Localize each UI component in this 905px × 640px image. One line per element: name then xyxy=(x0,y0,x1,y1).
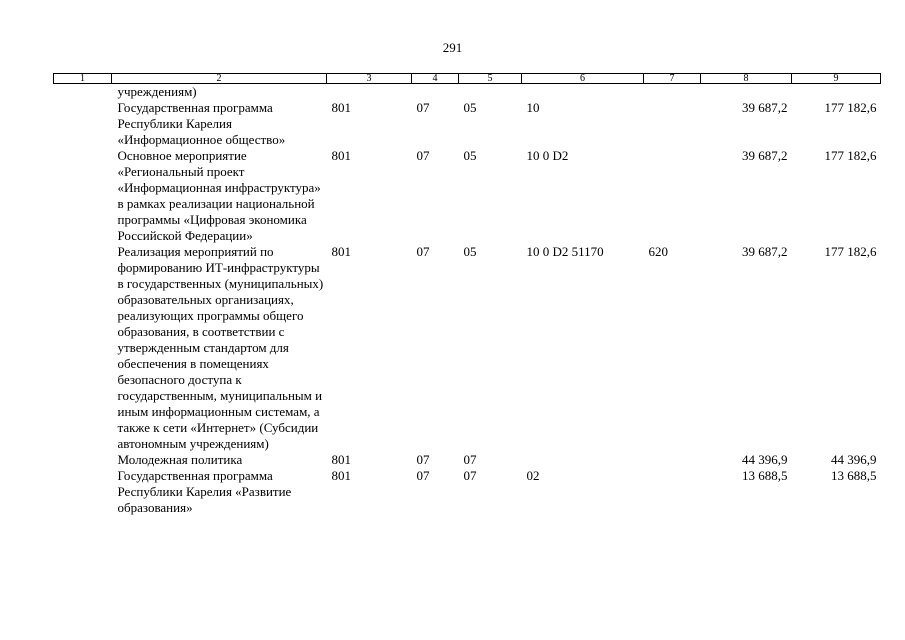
row-amount-1: 13 688,5 xyxy=(742,468,788,483)
row-name: Государственная программа Республики Карелия «Информационное общество» xyxy=(117,100,286,147)
row-rz: 07 xyxy=(416,468,430,483)
header-col-6: 6 xyxy=(522,74,644,84)
row-pr: 05 xyxy=(463,100,477,115)
row-pr: 05 xyxy=(463,148,477,163)
header-col-8: 8 xyxy=(701,74,792,84)
budget-table xyxy=(53,73,881,516)
row-pr: 07 xyxy=(463,452,477,467)
row-amount-1: 44 396,9 xyxy=(742,452,788,467)
row-vr xyxy=(644,84,701,101)
row-vr xyxy=(644,148,701,244)
row-grbs: 801 xyxy=(331,468,351,483)
row-number xyxy=(54,244,112,452)
header-col-9: 9 xyxy=(792,74,881,84)
header-col-1: 1 xyxy=(54,74,112,84)
row-rz xyxy=(412,84,459,101)
row-amount-2: 177 182,6 xyxy=(824,244,877,259)
row-name: Государственная программа Республики Карелия «Развитие образования» xyxy=(117,468,292,515)
table-row xyxy=(54,468,881,516)
row-vr xyxy=(644,468,701,516)
header-col-5: 5 xyxy=(459,74,522,84)
row-csr: 02 xyxy=(526,468,540,483)
row-amount-2: 44 396,9 xyxy=(831,452,877,467)
row-csr: 10 0 D2 xyxy=(526,148,569,163)
row-rz: 07 xyxy=(416,244,430,259)
table-header xyxy=(54,74,881,84)
header-col-3: 3 xyxy=(327,74,412,84)
row-grbs: 801 xyxy=(331,244,351,259)
row-name: Молодежная политика xyxy=(117,452,243,467)
row-vr: 620 xyxy=(648,244,668,259)
row-amount-2: 13 688,5 xyxy=(831,468,877,483)
row-name: Основное мероприятие «Региональный проект «Информационная инфраструктура» в рамках реализации национальной программы «Цифровая экономика Российской Федерации» xyxy=(117,148,321,243)
row-rz: 07 xyxy=(416,452,430,467)
header-col-7: 7 xyxy=(644,74,701,84)
header-row xyxy=(54,74,881,84)
row-pr xyxy=(459,84,522,101)
row-vr xyxy=(644,100,701,148)
table-body xyxy=(54,84,881,517)
row-amount-2 xyxy=(792,84,881,101)
header-col-4: 4 xyxy=(412,74,459,84)
row-name: учреждениям) xyxy=(117,84,197,99)
row-grbs xyxy=(327,84,412,101)
row-amount-1: 39 687,2 xyxy=(742,244,788,259)
row-grbs: 801 xyxy=(331,100,351,115)
row-amount-1: 39 687,2 xyxy=(742,100,788,115)
row-amount-1 xyxy=(701,84,792,101)
row-pr: 07 xyxy=(463,468,477,483)
row-csr: 10 0 D2 51170 xyxy=(526,244,604,259)
row-csr xyxy=(522,84,644,101)
row-rz: 07 xyxy=(416,148,430,163)
row-number xyxy=(54,100,112,148)
row-number xyxy=(54,468,112,516)
row-number xyxy=(54,148,112,244)
row-grbs: 801 xyxy=(331,148,351,163)
table-row xyxy=(54,244,881,452)
table-row xyxy=(54,100,881,148)
table-row xyxy=(54,84,881,101)
row-rz: 07 xyxy=(416,100,430,115)
header-col-2: 2 xyxy=(112,74,327,84)
row-amount-2: 177 182,6 xyxy=(824,100,877,115)
table-row xyxy=(54,452,881,468)
page-number: 291 xyxy=(442,40,463,55)
row-amount-2: 177 182,6 xyxy=(824,148,877,163)
row-amount-1: 39 687,2 xyxy=(742,148,788,163)
row-pr: 05 xyxy=(463,244,477,259)
row-csr: 10 xyxy=(526,100,540,115)
row-number xyxy=(54,452,112,468)
row-csr xyxy=(522,452,644,468)
row-name: Реализация мероприятий по формированию ИТ-инфраструктуры в государственных (муниципальных) образовательных организациях, реализующих программы общего образования, в соответствии с утвержденным стандартом для обеспечения в помещениях безопасного доступа к государственным, муниципальным и иным информационным системам, а также к сети «Интернет» (Субсидии автономным учреждениям) xyxy=(117,244,324,451)
table-row xyxy=(54,148,881,244)
row-vr xyxy=(644,452,701,468)
row-grbs: 801 xyxy=(331,452,351,467)
row-number xyxy=(54,84,112,101)
